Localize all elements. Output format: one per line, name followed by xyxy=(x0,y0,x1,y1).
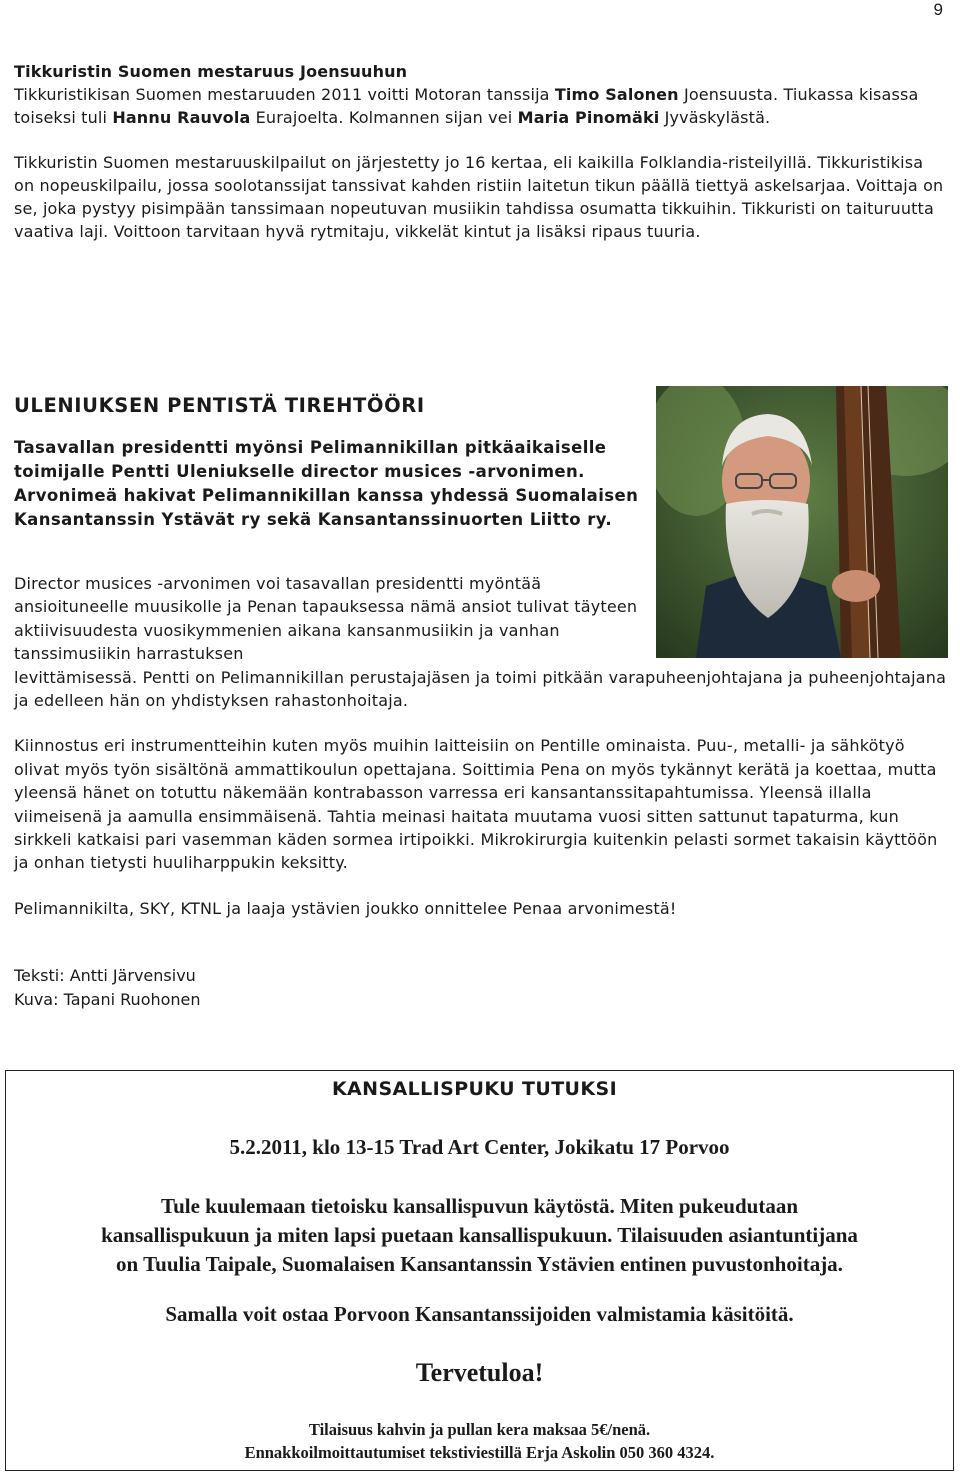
announcement-handicrafts: Samalla voit ostaa Porvoon Kansantanssijoiden valmistamia käsitöitä. xyxy=(165,1302,794,1326)
announcement-info: Tule kuulemaan tietoisku kansallispuvun käytöstä. Miten pukeudutaan kansallispukuun ja miten lapsi puetaan kansallispukuun. Tilaisuuden asiantuntijana on Tuulia Taipale, Suomalaisen Kansantanssin Ystävien entinen puvustonhoitaja. xyxy=(101,1194,858,1276)
paragraph-congratulations: Pelimannikilta, SKY, KTNL ja laaja ystävien joukko onnittelee Penaa arvonimestä! xyxy=(14,898,677,918)
announcement-footer: Tilaisuus kahvin ja pullan kera maksaa 5€/nenä. Ennakkoilmoittautumiset tekstiviestillä Erja Askolin 050 360 4324. xyxy=(244,1420,715,1462)
article-tikkuristi xyxy=(14,60,944,243)
article-lead: Tasavallan presidentti myönsi Pelimannikillan pitkäaikaiselle toimijalle Pentti Uleniukselle director musices -arvonimen. Arvonimeä hakivat Pelimannikillan kanssa yhdessä Suomalaisen Kansantanssin Ystävät ry sekä Kansantanssinuorten Liitto ry. xyxy=(14,438,639,529)
announcement-date: 5.2.2011, klo 13-15 Trad Art Center, Jokikatu 17 Porvoo xyxy=(229,1135,730,1159)
paragraph-instruments: Kiinnostus eri instrumentteihin kuten myös muihin laitteisiin on Pentille ominaista. Puu-, metalli- ja sähkötyö olivat myös työn sisältönä ammattikoulun opettajana. Soittimia Pena on myös tykännyt kerätä ja koettaa, mutta yleensä hänet on totuttu näkemään kontrabasson varressa eri kansantanssitapahtumissa. Yleensä illalla viimeisenä ja aamulla ensimmäisenä. Tahtia meinasi haitata muutama vuosi sitten sattunut tapaturma, kun sirkkeli katkaisi pari vasemman käden sormea irtipoikki. Mikrokirurgia kuitenkin pelasti sormet takaisin käyttöön ja onhan tietysti huuliharppukin keksitty. xyxy=(14,736,938,873)
credits xyxy=(14,964,201,1012)
text-run: Joensuusta. Tiukassa kisassa toiseksi tuli xyxy=(14,85,919,128)
paragraph-results xyxy=(14,85,918,127)
person-name: Timo Salonen xyxy=(554,85,679,105)
article-body xyxy=(14,572,948,920)
text-run: Jyväskylästä. xyxy=(659,108,771,128)
announcement-title: KANSALLISPUKU TUTUKSI xyxy=(331,1078,618,1100)
text-run: Tikkuristikisan Suomen mestaruuden 2011 voitti Motoran tanssija xyxy=(14,85,555,105)
text-run: Eurajoelta. Kolmannen sijan vei xyxy=(250,108,518,128)
article-heading: Tikkuristin Suomen mestaruus Joensuuhun xyxy=(14,62,408,81)
paragraph-director-musices: Director musices -arvonimen voi tasavallan presidentti myöntää ansioituneelle muusikolle ja Penan tapauksessa nämä ansiot tulivat täyteen aktiivisuudesta vuosikymmenien aikana kansanmusiikin ja vanhan tanssimusiikin harrastuksen levittämisessä. Pentti on Pelimannikillan perustajajäsen ja toimi pitkään varapuheenjohtajana ja puheenjohtajana ja edelleen hän on yhdistyksen rahastonhoitaja. xyxy=(14,574,947,711)
announcement-welcome: Tervetuloa! xyxy=(415,1358,544,1387)
person-name: Maria Pinomäki xyxy=(517,108,660,128)
paragraph-competition-info: Tikkuristin Suomen mestaruuskilpailut on järjestetty jo 16 kertaa, eli kaikilla Folklandia-risteilyillä. Tikkuristikisa on nopeuskilpailu, jossa soolotanssijat tanssivat kahden ristiin laitetun tikun päällä tiettyä askelsarjaa. Voittaja on se, joka pystyy pisimpään tanssimaan nopeutuvan musiikin tahdissa osumatta tikkuihin. Tikkuristi on taituruutta vaativa laji. Voittoon tarvitaan hyvä rytmitaju, vikkelät kintut ja lisäksi ripaus tuuria. xyxy=(14,152,944,242)
page-number: 9 xyxy=(933,0,943,19)
person-name: Hannu Rauvola xyxy=(112,108,251,128)
article-heading-uleniuksen: ULENIUKSEN PENTISTÄ TIREHTÖÖRI xyxy=(14,394,425,417)
credit-photographer: Kuva: Tapani Ruohonen xyxy=(14,990,201,1009)
credit-text-author: Teksti: Antti Järvensivu xyxy=(14,966,196,985)
